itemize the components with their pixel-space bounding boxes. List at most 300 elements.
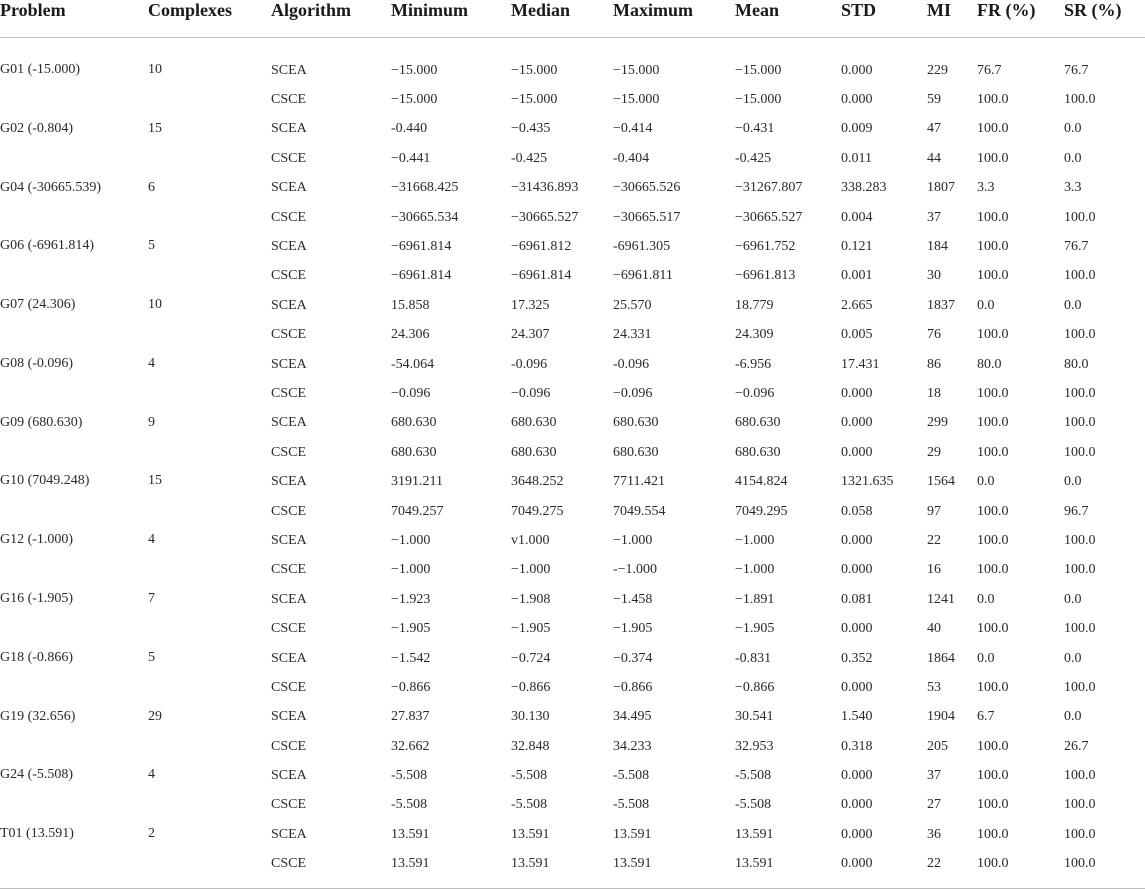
value-cell: −6961.752 — [735, 239, 796, 255]
column-header: SR (%) — [1064, 0, 1145, 38]
value-cell: 338.283 — [841, 180, 887, 196]
value-cell: −1.905 — [391, 621, 431, 637]
value-cell: 76.7 — [1064, 239, 1089, 255]
value-cell: −15.000 — [391, 62, 438, 78]
column-header: Algorithm — [271, 0, 391, 38]
value-cell: 22 — [927, 856, 941, 872]
algorithm-cell: CSCE — [271, 503, 307, 519]
value-cell: −0.866 — [613, 679, 653, 695]
value-cell: -5.508 — [735, 797, 772, 813]
complexes-cell: 9 — [148, 414, 155, 430]
value-cell: 16 — [927, 562, 941, 578]
value-cell: 0.000 — [841, 444, 873, 460]
value-cell: −15.000 — [391, 92, 438, 108]
value-cell: 0.058 — [841, 503, 873, 519]
value-cell: 100.0 — [977, 385, 1009, 401]
value-cell: 100.0 — [1064, 268, 1096, 284]
value-cell: 13.591 — [613, 826, 652, 842]
value-cell: 1.540 — [841, 709, 873, 725]
complexes-cell: 5 — [148, 649, 155, 665]
table-row — [0, 115, 1145, 144]
value-cell: 7049.554 — [613, 503, 666, 519]
value-cell: 13.591 — [391, 856, 430, 872]
value-cell: 24.331 — [613, 327, 652, 343]
algorithm-cell: CSCE — [271, 621, 307, 637]
problem-cell: G10 (7049.248) — [0, 473, 90, 489]
value-cell: 97 — [927, 503, 941, 519]
value-cell: 18 — [927, 385, 941, 401]
value-cell: -5.508 — [391, 768, 428, 784]
complexes-cell: 2 — [148, 826, 155, 842]
value-cell: 100.0 — [1064, 562, 1096, 578]
value-cell: −15.000 — [735, 62, 782, 78]
algorithm-cell: SCEA — [271, 474, 307, 490]
algorithm-cell: SCEA — [271, 356, 307, 372]
value-cell: 37 — [927, 209, 941, 225]
complexes-cell: 15 — [148, 120, 162, 136]
value-cell: -0.096 — [511, 356, 548, 372]
value-cell: 13.591 — [511, 826, 550, 842]
value-cell: 0.352 — [841, 650, 873, 666]
value-cell: -6.956 — [735, 356, 772, 372]
value-cell: 100.0 — [1064, 385, 1096, 401]
value-cell: 0.0 — [977, 650, 995, 666]
value-cell: −6961.814 — [391, 239, 452, 255]
value-cell: 0.318 — [841, 738, 873, 754]
value-cell: 17.431 — [841, 356, 880, 372]
value-cell: -5.508 — [613, 768, 650, 784]
value-cell: 0.000 — [841, 92, 873, 108]
table-row — [0, 232, 1145, 261]
value-cell: 229 — [927, 62, 948, 78]
value-cell: 24.309 — [735, 327, 774, 343]
algorithm-cell: CSCE — [271, 327, 307, 343]
value-cell: -5.508 — [735, 768, 772, 784]
value-cell: 0.0 — [1064, 591, 1082, 607]
value-cell: 0.000 — [841, 62, 873, 78]
value-cell: 24.306 — [391, 327, 430, 343]
value-cell: 80.0 — [1064, 356, 1089, 372]
value-cell: −1.000 — [391, 562, 431, 578]
table-row — [0, 291, 1145, 320]
value-cell: 100.0 — [977, 444, 1009, 460]
problem-cell: G24 (-5.508) — [0, 767, 74, 783]
value-cell: 0.121 — [841, 239, 873, 255]
value-cell: 15.858 — [391, 297, 430, 313]
algorithm-cell: CSCE — [271, 797, 307, 813]
value-cell: 0.000 — [841, 415, 873, 431]
column-header: Minimum — [391, 0, 511, 38]
column-header: Mean — [735, 0, 841, 38]
value-cell: 0.0 — [977, 297, 995, 313]
value-cell: 0.000 — [841, 385, 873, 401]
column-header: MI — [927, 0, 977, 38]
value-cell: −15.000 — [613, 62, 660, 78]
value-cell: −15.000 — [511, 62, 558, 78]
value-cell: -5.508 — [391, 797, 428, 813]
value-cell: 34.495 — [613, 709, 652, 725]
table-row — [0, 350, 1145, 379]
value-cell: 0.000 — [841, 826, 873, 842]
value-cell: −0.435 — [511, 121, 551, 137]
value-cell: -54.064 — [391, 356, 435, 372]
value-cell: 100.0 — [977, 768, 1009, 784]
value-cell: 0.000 — [841, 621, 873, 637]
problem-cell: G16 (-1.905) — [0, 591, 74, 607]
value-cell: 100.0 — [1064, 209, 1096, 225]
problem-cell: T01 (13.591) — [0, 826, 74, 842]
value-cell: 680.630 — [511, 415, 557, 431]
value-cell: −0.866 — [391, 679, 431, 695]
complexes-cell: 4 — [148, 767, 155, 783]
value-cell: 0.0 — [1064, 650, 1082, 666]
value-cell: 100.0 — [977, 562, 1009, 578]
value-cell: 1321.635 — [841, 474, 894, 490]
column-header: Problem — [0, 0, 148, 38]
value-cell: 4154.824 — [735, 474, 788, 490]
column-header: STD — [841, 0, 927, 38]
algorithm-cell: SCEA — [271, 180, 307, 196]
value-cell: 44 — [927, 150, 941, 166]
value-cell: -5.508 — [613, 797, 650, 813]
value-cell: 7049.257 — [391, 503, 444, 519]
value-cell: −1.905 — [613, 621, 653, 637]
value-cell: −1.923 — [391, 591, 431, 607]
header-row — [0, 0, 1145, 38]
value-cell: −1.458 — [613, 591, 653, 607]
value-cell: −1.000 — [511, 562, 551, 578]
value-cell: 100.0 — [977, 532, 1009, 548]
value-cell: 40 — [927, 621, 941, 637]
value-cell: -5.508 — [511, 797, 548, 813]
value-cell: 680.630 — [613, 415, 659, 431]
value-cell: −0.096 — [735, 385, 775, 401]
value-cell: 0.005 — [841, 327, 873, 343]
value-cell: -5.508 — [511, 768, 548, 784]
value-cell: 100.0 — [1064, 768, 1096, 784]
column-header: Maximum — [613, 0, 735, 38]
value-cell: 100.0 — [977, 621, 1009, 637]
value-cell: 80.0 — [977, 356, 1002, 372]
table-row — [0, 467, 1145, 496]
value-cell: 100.0 — [1064, 826, 1096, 842]
value-cell: 30.130 — [511, 709, 550, 725]
complexes-cell: 4 — [148, 532, 155, 548]
algorithm-cell: SCEA — [271, 709, 307, 725]
value-cell: 0.0 — [1064, 150, 1082, 166]
value-cell: -0.425 — [511, 150, 548, 166]
value-cell: −0.374 — [613, 650, 653, 666]
value-cell: 100.0 — [977, 150, 1009, 166]
value-cell: −15.000 — [511, 92, 558, 108]
value-cell: −0.096 — [391, 385, 431, 401]
complexes-cell: 5 — [148, 238, 155, 254]
complexes-cell: 29 — [148, 708, 162, 724]
value-cell: 76.7 — [1064, 62, 1089, 78]
value-cell: 100.0 — [977, 209, 1009, 225]
complexes-cell: 10 — [148, 297, 162, 313]
value-cell: −0.866 — [511, 679, 551, 695]
algorithm-cell: CSCE — [271, 679, 307, 695]
value-cell: 0.0 — [1064, 709, 1082, 725]
problem-cell: G09 (680.630) — [0, 414, 83, 430]
value-cell: 680.630 — [735, 415, 781, 431]
value-cell: 18.779 — [735, 297, 774, 313]
value-cell: 100.0 — [977, 415, 1009, 431]
value-cell: 0.004 — [841, 209, 873, 225]
value-cell: 100.0 — [1064, 621, 1096, 637]
value-cell: 1807 — [927, 180, 955, 196]
value-cell: −0.414 — [613, 121, 653, 137]
value-cell: 100.0 — [1064, 327, 1096, 343]
algorithm-cell: CSCE — [271, 562, 307, 578]
value-cell: 17.325 — [511, 297, 550, 313]
value-cell: 0.000 — [841, 797, 873, 813]
algorithm-cell: SCEA — [271, 297, 307, 313]
value-cell: 27.837 — [391, 709, 430, 725]
value-cell: −15.000 — [735, 92, 782, 108]
value-cell: -0.096 — [613, 356, 650, 372]
value-cell: −0.724 — [511, 650, 551, 666]
problem-cell: G12 (-1.000) — [0, 532, 74, 548]
problem-cell: G01 (-15.000) — [0, 62, 81, 77]
value-cell: 1864 — [927, 650, 955, 666]
value-cell: 184 — [927, 239, 948, 255]
column-header: FR (%) — [977, 0, 1064, 38]
value-cell: -6961.305 — [613, 239, 671, 255]
column-header: Median — [511, 0, 613, 38]
value-cell: 100.0 — [1064, 444, 1096, 460]
algorithm-cell: CSCE — [271, 385, 307, 401]
value-cell: −31668.425 — [391, 180, 459, 196]
value-cell: −6961.811 — [613, 268, 673, 284]
value-cell: -−1.000 — [613, 562, 658, 578]
table-row — [0, 703, 1145, 732]
value-cell: 680.630 — [391, 444, 437, 460]
algorithm-cell: SCEA — [271, 239, 307, 255]
value-cell: −1.000 — [735, 532, 775, 548]
value-cell: 7711.421 — [613, 474, 665, 490]
value-cell: 1241 — [927, 591, 955, 607]
value-cell: 25.570 — [613, 297, 652, 313]
value-cell: 0.0 — [1064, 297, 1082, 313]
value-cell: 0.000 — [841, 679, 873, 695]
value-cell: 6.7 — [977, 709, 995, 725]
algorithm-cell: SCEA — [271, 121, 307, 137]
value-cell: 30 — [927, 268, 941, 284]
value-cell: 100.0 — [977, 503, 1009, 519]
value-cell: 13.591 — [391, 826, 430, 842]
value-cell: -0.440 — [391, 121, 428, 137]
value-cell: 47 — [927, 121, 941, 137]
value-cell: 59 — [927, 92, 941, 108]
problem-cell: G07 (24.306) — [0, 297, 76, 313]
value-cell: 29 — [927, 444, 941, 460]
value-cell: −0.431 — [735, 121, 775, 137]
value-cell: −30665.534 — [391, 209, 459, 225]
algorithm-cell: SCEA — [271, 62, 307, 78]
value-cell: 7049.275 — [511, 503, 564, 519]
value-cell: -0.831 — [735, 650, 772, 666]
value-cell: 13.591 — [735, 826, 774, 842]
table-row — [0, 644, 1145, 673]
value-cell: 680.630 — [511, 444, 557, 460]
value-cell: 0.081 — [841, 591, 873, 607]
value-cell: 0.0 — [1064, 121, 1082, 137]
value-cell: 0.000 — [841, 562, 873, 578]
algorithm-cell: CSCE — [271, 856, 307, 872]
algorithm-cell: CSCE — [271, 150, 307, 166]
value-cell: 100.0 — [977, 268, 1009, 284]
value-cell: −30665.517 — [613, 209, 681, 225]
value-cell: 24.307 — [511, 327, 550, 343]
value-cell: −1.891 — [735, 591, 775, 607]
algorithm-cell: CSCE — [271, 92, 307, 108]
value-cell: 299 — [927, 415, 948, 431]
value-cell: 100.0 — [977, 797, 1009, 813]
value-cell: −1.000 — [735, 562, 775, 578]
value-cell: 1837 — [927, 297, 955, 313]
value-cell: 0.000 — [841, 856, 873, 872]
value-cell: -0.404 — [613, 150, 650, 166]
value-cell: 3.3 — [977, 180, 995, 196]
value-cell: 32.662 — [391, 738, 430, 754]
value-cell: −30665.527 — [735, 209, 803, 225]
algorithm-cell: CSCE — [271, 209, 307, 225]
value-cell: 100.0 — [1064, 415, 1096, 431]
algorithm-cell: SCEA — [271, 591, 307, 607]
value-cell: −1.542 — [391, 650, 431, 666]
value-cell: −1.905 — [735, 621, 775, 637]
value-cell: -0.425 — [735, 150, 772, 166]
value-cell: −31267.807 — [735, 180, 803, 196]
value-cell: −0.096 — [511, 385, 551, 401]
value-cell: −6961.814 — [511, 268, 572, 284]
bottom-rule — [0, 888, 1145, 889]
value-cell: −1.908 — [511, 591, 551, 607]
value-cell: −1.000 — [613, 532, 653, 548]
value-cell: −0.441 — [391, 150, 431, 166]
value-cell: 100.0 — [1064, 856, 1096, 872]
value-cell: 100.0 — [977, 679, 1009, 695]
algorithm-cell: CSCE — [271, 738, 307, 754]
value-cell: 100.0 — [1064, 92, 1096, 108]
column-header: Complexes — [148, 0, 271, 38]
algorithm-cell: CSCE — [271, 268, 307, 284]
value-cell: −6961.812 — [511, 239, 572, 255]
value-cell: −1.000 — [391, 532, 431, 548]
value-cell: 680.630 — [735, 444, 781, 460]
algorithm-cell: SCEA — [271, 650, 307, 666]
value-cell: 205 — [927, 738, 948, 754]
table-row — [0, 526, 1145, 555]
value-cell: 13.591 — [735, 856, 774, 872]
problem-cell: G19 (32.656) — [0, 708, 76, 724]
table-row — [0, 174, 1145, 203]
table-row — [0, 585, 1145, 614]
value-cell: 13.591 — [613, 856, 652, 872]
table-row — [0, 56, 1145, 85]
value-cell: 0.000 — [841, 768, 873, 784]
value-cell: 100.0 — [977, 826, 1009, 842]
value-cell: 0.0 — [977, 591, 995, 607]
table-body — [0, 38, 1145, 879]
value-cell: 100.0 — [1064, 679, 1096, 695]
table-row — [0, 409, 1145, 438]
problem-cell: G02 (-0.804) — [0, 120, 74, 136]
complexes-cell: 4 — [148, 355, 155, 371]
value-cell: 3.3 — [1064, 180, 1082, 196]
value-cell: −31436.893 — [511, 180, 579, 196]
value-cell: 7049.295 — [735, 503, 788, 519]
value-cell: 13.591 — [511, 856, 550, 872]
complexes-cell: 6 — [148, 179, 155, 195]
value-cell: 2.665 — [841, 297, 873, 313]
value-cell: 27 — [927, 797, 941, 813]
value-cell: 26.7 — [1064, 738, 1089, 754]
value-cell: 0.011 — [841, 150, 872, 166]
value-cell: −0.096 — [613, 385, 653, 401]
value-cell: 0.001 — [841, 268, 873, 284]
value-cell: −6961.813 — [735, 268, 796, 284]
value-cell: 53 — [927, 679, 941, 695]
value-cell: 680.630 — [613, 444, 659, 460]
value-cell: 0.000 — [841, 532, 873, 548]
value-cell: 37 — [927, 768, 941, 784]
value-cell: 32.953 — [735, 738, 774, 754]
value-cell: 0.0 — [977, 474, 995, 490]
value-cell: 96.7 — [1064, 503, 1089, 519]
value-cell: 100.0 — [1064, 797, 1096, 813]
value-cell: −15.000 — [613, 92, 660, 108]
value-cell: −1.905 — [511, 621, 551, 637]
value-cell: 86 — [927, 356, 941, 372]
value-cell: 34.233 — [613, 738, 652, 754]
value-cell: v1.000 — [511, 532, 550, 548]
value-cell: 100.0 — [977, 92, 1009, 108]
value-cell: 36 — [927, 826, 941, 842]
value-cell: 32.848 — [511, 738, 550, 754]
problem-cell: G18 (-0.866) — [0, 649, 74, 665]
value-cell: 3191.211 — [391, 474, 443, 490]
complexes-cell: 10 — [148, 62, 162, 77]
complexes-cell: 15 — [148, 473, 162, 489]
complexes-cell: 7 — [148, 591, 155, 607]
value-cell: 1904 — [927, 709, 955, 725]
value-cell: 100.0 — [977, 856, 1009, 872]
value-cell: 30.541 — [735, 709, 774, 725]
value-cell: 100.0 — [977, 327, 1009, 343]
problem-cell: G06 (-6961.814) — [0, 238, 95, 254]
table-row — [0, 761, 1145, 790]
value-cell: 680.630 — [391, 415, 437, 431]
algorithm-cell: SCEA — [271, 532, 307, 548]
value-cell: 100.0 — [977, 239, 1009, 255]
algorithm-cell: SCEA — [271, 415, 307, 431]
value-cell: 0.009 — [841, 121, 873, 137]
value-cell: 3648.252 — [511, 474, 564, 490]
value-cell: 1564 — [927, 474, 955, 490]
value-cell: 76 — [927, 327, 941, 343]
problem-cell: G04 (-30665.539) — [0, 179, 102, 195]
value-cell: −0.866 — [735, 679, 775, 695]
value-cell: 100.0 — [1064, 532, 1096, 548]
value-cell: −6961.814 — [391, 268, 452, 284]
algorithm-cell: SCEA — [271, 826, 307, 842]
value-cell: 76.7 — [977, 62, 1002, 78]
value-cell: 22 — [927, 532, 941, 548]
value-cell: 0.0 — [1064, 474, 1082, 490]
